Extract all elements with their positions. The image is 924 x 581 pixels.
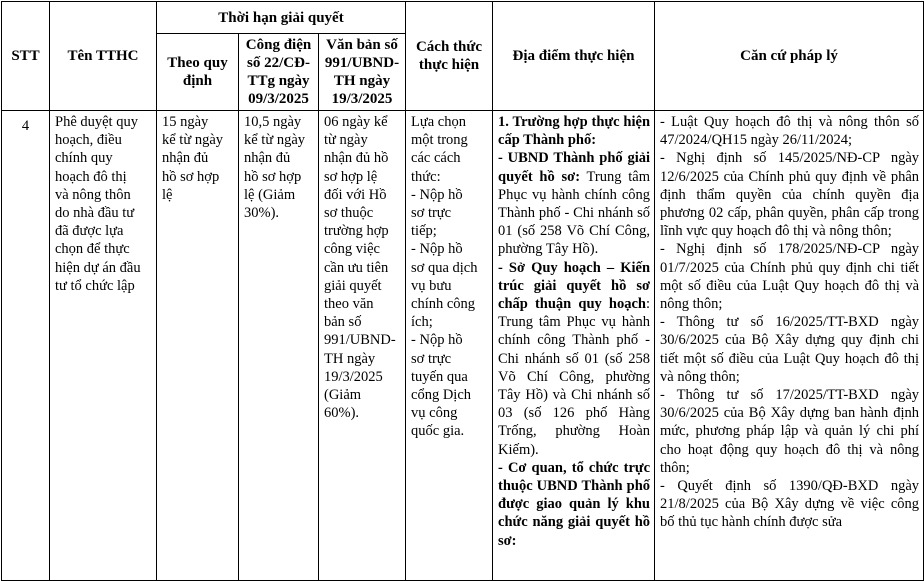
row-method-cell <box>406 111 493 581</box>
row-official-dispatch-cell <box>239 111 319 581</box>
legal-basis-item: - Thông tư số 17/2025/TT-BXD ngày 30/6/2025 của Bộ Xây dựng ban hành định mức, phương pháp lập và quản lý chi phí cho hoạt động quy hoạch đô thị và nông thôn; <box>660 387 920 476</box>
row-per-regulation-cell <box>157 111 239 581</box>
header-procedure-name: Tên TTHC <box>50 2 157 111</box>
row-document-cell <box>319 111 406 581</box>
legal-basis-item: - Nghị định số 145/2025/NĐ-CP ngày 12/6/2025 của Chính phủ quy định về phân định thẩm quyền của chính quyền địa phương 02 cấp, phân quyền, phân cấp trong lĩnh vực quy hoạch đô thị và nông thôn; <box>660 150 920 240</box>
header-location: Địa điểm thực hiện <box>493 2 655 111</box>
header-official-dispatch: Công điện số 22/CĐ-TTg ngày 09/3/2025 <box>239 34 319 111</box>
row-procedure-name-cell <box>50 111 157 581</box>
header-stt: STT <box>2 2 50 111</box>
location-section-1-body: Trung tâm Phục vụ hành chính công Thành phố - Chi nhánh số 01 (số 258 Võ Chí Công, phường Tây Hồ). <box>498 168 651 258</box>
location-section-1-title: - UBND Thành phố giải quyết hồ sơ: <box>498 150 651 185</box>
legal-basis-item: - Luật Quy hoạch đô thị và nông thôn số 47/2024/QH15 ngày 26/11/2024; <box>660 114 920 149</box>
procedure-table <box>1 1 924 581</box>
location-section-3-title: - Cơ quan, tổ chức trực thuộc UBND Thành phố được giao quản lý khu chức năng giải quyết hồ sơ: <box>498 459 651 549</box>
row-per-regulation: 15 ngày kể từ ngày nhận đủ hồ sơ hợp lệ <box>162 114 224 203</box>
row-legal-basis <box>655 111 923 532</box>
legal-basis-item: - Nghị định số 178/2025/NĐ-CP ngày 01/7/2025 của Chính phủ quy định chi tiết một số điều của Luật Quy hoạch đô thị và nông thôn; <box>660 241 920 313</box>
row-legal-basis-cell <box>655 111 924 581</box>
row-document: 06 ngày kể từ ngày nhận đủ hồ sơ hợp lệ đối với Hồ sơ thuộc trường hợp công việc cần ưu tiên giải quyết theo văn bản số 991/UBND- TH ngày 19/3/2025 (Giảm 60%). <box>324 114 396 422</box>
row-location <box>493 111 654 550</box>
location-section-2-title: - Sở Quy hoạch – Kiến trúc giải quyết hồ sơ chấp thuận quy hoạch <box>498 259 651 313</box>
header-deadline: Thời hạn giải quyết <box>157 2 406 34</box>
legal-basis-item: - Quyết định số 1390/QĐ-BXD ngày 21/8/2025 của Bộ Xây dựng về việc công bố thủ tục hành chính được sửa <box>660 478 920 531</box>
header-method: Cách thức thực hiện <box>406 2 493 111</box>
header-legal-basis: Căn cứ pháp lý <box>655 2 924 111</box>
row-stt: 4 <box>2 111 50 581</box>
row-procedure-name: Phê duyệt quy hoạch, điều chính quy hoạch đô thị và nông thôn do nhà đầu tư đã được lựa chọn để thực hiện dự án đầu tư tổ chức lập <box>55 114 141 294</box>
row-official-dispatch: 10,5 ngày kể từ ngày nhận đủ hồ sơ hợp lệ (Giảm 30%). <box>244 114 306 222</box>
legal-basis-item: - Thông tư số 16/2025/TT-BXD ngày 30/6/2025 của Bộ Xây dựng quy định chi tiết một số điều của Luật Quy hoạch đô thị và nông thôn; <box>660 314 920 385</box>
location-section-1 <box>498 149 650 258</box>
header-document: Văn bản số 991/UBND-TH ngày 19/3/2025 <box>319 34 406 111</box>
row-location-cell <box>493 111 655 581</box>
location-section-2 <box>498 259 650 459</box>
row-method: Lựa chọn một trong các cách thức: - Nộp hồ sơ trực tiếp; - Nộp hồ sơ qua dịch vụ bưu chính công ích; - Nộp hồ sơ trực tuyến qua cổng Dịch vụ công quốc gia. <box>411 114 478 440</box>
location-case-title: 1. Trường hợp thực hiện cấp Thành phố: <box>498 114 651 149</box>
location-section-2-body: : Trung tâm Phục vụ hành chính công Thành phố - Chi nhánh số 01 (số 258 Võ Chí Công, phường Tây Hồ) và Chi nhánh số 03 (số 126 phố Hàng Trống, phường Hoàn Kiếm). <box>498 296 651 458</box>
header-per-regulation: Theo quy định <box>157 34 239 111</box>
